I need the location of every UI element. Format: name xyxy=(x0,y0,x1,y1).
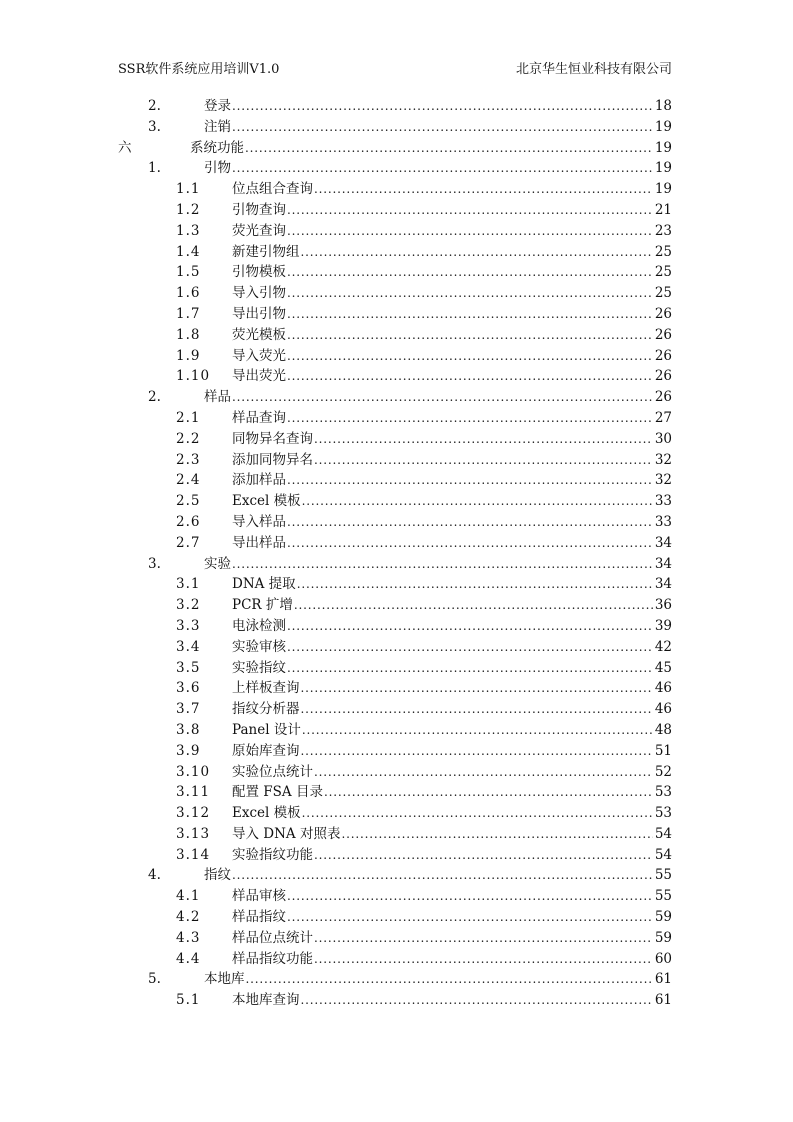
toc-entry-page: 55 xyxy=(654,888,672,905)
toc-entry-line xyxy=(232,928,672,949)
toc-entry-line xyxy=(232,990,672,1011)
toc-entry-page: 26 xyxy=(654,368,672,385)
toc-entry-line xyxy=(232,179,672,200)
toc-entry-page: 46 xyxy=(654,701,672,718)
toc-entry-page: 53 xyxy=(654,805,672,822)
toc-dot-leader xyxy=(314,429,653,450)
toc-entry-page: 42 xyxy=(654,638,672,655)
toc-entry-line xyxy=(232,658,672,679)
toc-entry-line xyxy=(232,325,672,346)
toc-entry[interactable] xyxy=(0,117,793,138)
toc-entry-number: 2.4 xyxy=(176,472,201,489)
toc-entry-title: 导入荧光 xyxy=(232,347,286,364)
toc-entry-number: 3.10 xyxy=(176,763,211,780)
toc-entry-title: 导入引物 xyxy=(232,285,286,302)
toc-entry-line xyxy=(232,616,672,637)
toc-dot-leader xyxy=(287,533,653,554)
toc-dot-leader xyxy=(287,886,653,907)
toc-entry[interactable] xyxy=(0,637,793,658)
toc-entry-title: 上样板查询 xyxy=(232,680,300,697)
toc-entry[interactable] xyxy=(0,782,793,803)
toc-dot-leader xyxy=(287,408,653,429)
toc-entry-number: 3.2 xyxy=(176,597,201,614)
toc-dot-leader xyxy=(314,762,653,783)
toc-entry-line xyxy=(204,158,672,179)
toc-entry-page: 32 xyxy=(654,451,672,468)
toc-entry[interactable] xyxy=(0,158,793,179)
toc-entry-number: 3.9 xyxy=(176,742,201,759)
toc-entry[interactable] xyxy=(0,450,793,471)
toc-entry-title: 位点组合查询 xyxy=(232,181,313,198)
toc-entry-title: 本地库查询 xyxy=(232,992,300,1009)
toc-entry-page: 61 xyxy=(654,992,672,1009)
toc-entry-line xyxy=(232,512,672,533)
toc-entry[interactable] xyxy=(0,242,793,263)
toc-entry-number: 5.1 xyxy=(176,992,201,1009)
toc-entry[interactable] xyxy=(0,949,793,970)
toc-entry-title: DNA 提取 xyxy=(232,576,296,593)
toc-entry-page: 26 xyxy=(654,389,672,406)
toc-entry-page: 39 xyxy=(654,617,672,634)
toc-entry-title: 注销 xyxy=(204,118,231,135)
toc-entry-title: 实验 xyxy=(204,555,231,572)
toc-entry[interactable] xyxy=(0,969,793,990)
toc-entry[interactable] xyxy=(0,491,793,512)
toc-entry-page: 59 xyxy=(654,909,672,926)
toc-entry-title: 样品位点统计 xyxy=(232,929,313,946)
toc-entry-line xyxy=(232,221,672,242)
toc-entry-page: 32 xyxy=(654,472,672,489)
toc-entry-line xyxy=(232,637,672,658)
toc-entry-page: 34 xyxy=(654,534,672,551)
toc-entry-number: 3. xyxy=(148,555,161,572)
toc-entry-page: 53 xyxy=(654,784,672,801)
toc-dot-leader xyxy=(302,803,653,824)
toc-entry-title: 指纹 xyxy=(204,867,231,884)
toc-entry-title: 新建引物组 xyxy=(232,243,300,260)
toc-entry[interactable] xyxy=(0,304,793,325)
toc-entry-page: 18 xyxy=(654,98,672,114)
toc-entry-title: 本地库 xyxy=(204,971,245,988)
toc-entry-page: 60 xyxy=(654,950,672,967)
toc-entry-number: 3.6 xyxy=(176,680,201,697)
toc-dot-leader xyxy=(301,990,653,1011)
toc-entry-line xyxy=(232,533,672,554)
toc-entry-page: 25 xyxy=(654,264,672,281)
toc-entry[interactable] xyxy=(0,554,793,575)
toc-entry-page: 19 xyxy=(654,160,672,177)
toc-entry-number: 1.1 xyxy=(176,181,201,198)
toc-entry[interactable] xyxy=(0,283,793,304)
toc-dot-leader xyxy=(314,928,653,949)
toc-entry-number: 2.5 xyxy=(176,493,201,510)
toc-entry-number: 3.5 xyxy=(176,659,201,676)
toc-entry-line xyxy=(232,803,672,824)
toc-entry-page: 61 xyxy=(654,971,672,988)
toc-entry[interactable] xyxy=(0,512,793,533)
toc-entry-page: 19 xyxy=(654,139,672,156)
toc-entry-title: 实验指纹功能 xyxy=(232,846,313,863)
toc-dot-leader xyxy=(287,366,653,387)
toc-entry[interactable] xyxy=(0,96,793,117)
toc-entry-number: 4.4 xyxy=(176,950,201,967)
toc-entry[interactable] xyxy=(0,533,793,554)
toc-dot-leader xyxy=(245,138,653,159)
toc-entry-number: 1.8 xyxy=(176,326,201,343)
toc-entry-page: 34 xyxy=(654,555,672,572)
toc-dot-leader xyxy=(287,616,653,637)
toc-entry[interactable] xyxy=(0,387,793,408)
toc-entry-number: 1.6 xyxy=(176,285,201,302)
toc-entry-number: 2. xyxy=(148,389,161,406)
toc-dot-leader xyxy=(287,346,653,367)
toc-entry-line xyxy=(232,304,672,325)
toc-dot-leader xyxy=(301,699,653,720)
toc-entry-title: 导入样品 xyxy=(232,513,286,530)
toc-entry[interactable] xyxy=(0,595,793,616)
toc-entry-number: 3.14 xyxy=(176,846,211,863)
toc-entry-line xyxy=(204,554,672,575)
toc-entry[interactable] xyxy=(0,616,793,637)
toc-entry-page: 33 xyxy=(654,493,672,510)
toc-entry-number: 2.7 xyxy=(176,534,201,551)
toc-entry-number: 2. xyxy=(148,98,161,114)
toc-entry-page: 26 xyxy=(654,347,672,364)
toc-entry-line xyxy=(204,387,672,408)
toc-entry-title: 荧光模板 xyxy=(232,326,286,343)
toc-dot-leader xyxy=(287,658,653,679)
toc-entry[interactable] xyxy=(0,699,793,720)
toc-entry-number: 3.4 xyxy=(176,638,201,655)
toc-entry-title: 添加样品 xyxy=(232,472,286,489)
toc-entry-title: 样品指纹 xyxy=(232,909,286,926)
toc-dot-leader xyxy=(324,782,653,803)
toc-entry[interactable] xyxy=(0,865,793,886)
toc-entry[interactable] xyxy=(0,470,793,491)
toc-entry-number: 1.10 xyxy=(176,368,211,385)
toc-entry-number: 4.2 xyxy=(176,909,201,926)
toc-entry-title: 导出样品 xyxy=(232,534,286,551)
toc-entry-line xyxy=(232,346,672,367)
toc-entry[interactable] xyxy=(0,366,793,387)
toc-entry-number: 1.9 xyxy=(176,347,201,364)
toc-entry[interactable] xyxy=(0,574,793,595)
toc-entry-number: 1. xyxy=(148,160,161,177)
toc-dot-leader xyxy=(341,824,652,845)
toc-entry-line xyxy=(232,574,672,595)
toc-entry-number: 3.12 xyxy=(176,805,211,822)
toc-dot-leader xyxy=(301,741,653,762)
toc-entry-line xyxy=(232,782,672,803)
header-doc-title: SSR软件系统应用培训V1.0 xyxy=(118,62,280,77)
toc-entry-line xyxy=(232,450,672,471)
toc-entry[interactable] xyxy=(0,907,793,928)
toc-entry-line xyxy=(232,720,672,741)
toc-entry-number: 1.2 xyxy=(176,201,201,218)
toc-entry-line xyxy=(204,969,672,990)
toc-entry-line xyxy=(232,200,672,221)
toc-dot-leader xyxy=(287,283,653,304)
toc-entry-title: 引物查询 xyxy=(232,201,286,218)
toc-entry[interactable] xyxy=(0,200,793,221)
toc-entry[interactable] xyxy=(0,845,793,866)
toc-entry-title: 系统功能 xyxy=(190,139,244,156)
toc-entry-page: 21 xyxy=(654,201,672,218)
toc-entry[interactable] xyxy=(0,824,793,845)
toc-dot-leader xyxy=(301,242,653,263)
toc-dot-leader xyxy=(287,637,653,658)
table-of-contents xyxy=(0,96,793,1011)
toc-entry-line xyxy=(232,366,672,387)
toc-dot-leader xyxy=(287,325,653,346)
toc-dot-leader xyxy=(297,574,653,595)
toc-entry-number: 六 xyxy=(118,139,132,156)
toc-entry-number: 2.6 xyxy=(176,513,201,530)
toc-entry-title: 添加同物异名 xyxy=(232,451,313,468)
toc-entry-number: 3.3 xyxy=(176,617,201,634)
toc-entry-page: 52 xyxy=(654,763,672,780)
toc-entry-title: 原始库查询 xyxy=(232,742,300,759)
toc-entry-line xyxy=(232,907,672,928)
toc-entry[interactable] xyxy=(0,179,793,200)
toc-entry-number: 3.11 xyxy=(176,784,211,801)
toc-dot-leader xyxy=(314,450,653,471)
toc-entry-number: 4.1 xyxy=(176,888,201,905)
toc-entry-title: 样品 xyxy=(204,389,231,406)
toc-entry-number: 1.7 xyxy=(176,305,201,322)
toc-dot-leader xyxy=(232,158,653,179)
toc-entry-line xyxy=(204,865,672,886)
toc-entry[interactable] xyxy=(0,221,793,242)
toc-dot-leader xyxy=(287,304,653,325)
toc-entry[interactable] xyxy=(0,928,793,949)
toc-entry-title: 电泳检测 xyxy=(232,617,286,634)
toc-dot-leader xyxy=(232,387,653,408)
toc-dot-leader xyxy=(314,179,653,200)
toc-dot-leader xyxy=(232,117,653,138)
toc-entry-page: 54 xyxy=(654,846,672,863)
toc-entry-title: Excel 模板 xyxy=(232,493,301,510)
toc-dot-leader xyxy=(287,200,653,221)
toc-entry-page: 45 xyxy=(654,659,672,676)
toc-entry-line xyxy=(232,262,672,283)
toc-entry-line xyxy=(232,283,672,304)
toc-entry-page: 25 xyxy=(654,243,672,260)
toc-dot-leader xyxy=(232,865,653,886)
toc-entry-title: 样品审核 xyxy=(232,888,286,905)
toc-entry-line xyxy=(232,762,672,783)
toc-entry-page: 46 xyxy=(654,680,672,697)
toc-dot-leader xyxy=(232,554,653,575)
toc-entry-title: 样品查询 xyxy=(232,409,286,426)
toc-entry-page: 48 xyxy=(654,721,672,738)
toc-entry-title: 同物异名查询 xyxy=(232,430,313,447)
toc-dot-leader xyxy=(314,845,653,866)
toc-entry-page: 54 xyxy=(654,825,672,842)
toc-entry-number: 3.8 xyxy=(176,721,201,738)
toc-dot-leader xyxy=(287,470,653,491)
toc-entry-page: 27 xyxy=(654,409,672,426)
toc-entry-number: 4.3 xyxy=(176,929,201,946)
toc-entry-title: 登录 xyxy=(204,98,231,114)
toc-entry-number: 2.2 xyxy=(176,430,201,447)
toc-entry[interactable] xyxy=(0,262,793,283)
toc-entry-title: Excel 模板 xyxy=(232,805,301,822)
toc-entry-page: 19 xyxy=(654,181,672,198)
toc-entry-line xyxy=(232,470,672,491)
toc-entry-line xyxy=(232,824,672,845)
toc-dot-leader xyxy=(301,678,653,699)
toc-entry-title: 配置 FSA 目录 xyxy=(232,784,323,801)
toc-entry[interactable] xyxy=(0,678,793,699)
toc-dot-leader xyxy=(314,949,653,970)
toc-entry-page: 51 xyxy=(654,742,672,759)
toc-entry[interactable] xyxy=(0,762,793,783)
toc-entry-line xyxy=(232,429,672,450)
toc-entry-title: 样品指纹功能 xyxy=(232,950,313,967)
toc-entry-line xyxy=(232,886,672,907)
toc-entry-title: 引物 xyxy=(204,160,231,177)
toc-entry-line xyxy=(204,117,672,138)
toc-entry-line xyxy=(232,408,672,429)
toc-dot-leader xyxy=(287,512,653,533)
toc-entry-line xyxy=(232,595,672,616)
toc-entry-title: Panel 设计 xyxy=(232,721,301,738)
toc-entry-number: 2.3 xyxy=(176,451,201,468)
toc-entry-page: 30 xyxy=(654,430,672,447)
toc-entry[interactable] xyxy=(0,741,793,762)
toc-entry-page: 26 xyxy=(654,305,672,322)
toc-entry[interactable] xyxy=(0,720,793,741)
toc-entry-page: 19 xyxy=(654,118,672,135)
toc-dot-leader xyxy=(302,491,653,512)
toc-entry-number: 1.4 xyxy=(176,243,201,260)
toc-entry-title: 实验审核 xyxy=(232,638,286,655)
toc-entry-number: 1.5 xyxy=(176,264,201,281)
toc-entry-page: 25 xyxy=(654,285,672,302)
toc-entry-line xyxy=(204,96,672,117)
toc-entry-number: 4. xyxy=(148,867,161,884)
toc-dot-leader xyxy=(302,720,653,741)
toc-entry[interactable] xyxy=(0,138,793,159)
header-company: 北京华生恒业科技有限公司 xyxy=(515,62,672,77)
toc-dot-leader xyxy=(287,907,653,928)
toc-entry[interactable] xyxy=(0,658,793,679)
toc-entry-page: 23 xyxy=(654,222,672,239)
toc-entry-title: 导出引物 xyxy=(232,305,286,322)
toc-entry-title: PCR 扩增 xyxy=(232,597,293,614)
toc-entry[interactable] xyxy=(0,429,793,450)
toc-entry-title: 指纹分析器 xyxy=(232,701,300,718)
toc-entry[interactable] xyxy=(0,990,793,1011)
toc-dot-leader xyxy=(294,595,653,616)
toc-entry[interactable] xyxy=(0,803,793,824)
toc-entry-number: 3. xyxy=(148,118,161,135)
toc-entry-line xyxy=(232,678,672,699)
toc-entry-number: 1.3 xyxy=(176,222,201,239)
toc-entry-page: 59 xyxy=(654,929,672,946)
toc-entry-title: 导出荧光 xyxy=(232,368,286,385)
toc-entry-title: 导入 DNA 对照表 xyxy=(232,825,341,842)
toc-entry-title: 引物模板 xyxy=(232,264,286,281)
toc-entry-line xyxy=(232,741,672,762)
toc-dot-leader xyxy=(246,969,653,990)
page-header xyxy=(118,58,672,76)
toc-entry-number: 2.1 xyxy=(176,409,201,426)
toc-dot-leader xyxy=(287,262,653,283)
toc-entry-page: 36 xyxy=(654,597,672,614)
toc-entry-line xyxy=(190,138,672,159)
toc-entry-title: 实验位点统计 xyxy=(232,763,313,780)
toc-entry-line xyxy=(232,491,672,512)
toc-entry-line xyxy=(232,242,672,263)
toc-dot-leader xyxy=(232,96,653,117)
toc-entry-number: 3.1 xyxy=(176,576,201,593)
toc-entry-page: 55 xyxy=(654,867,672,884)
toc-entry-title: 荧光查询 xyxy=(232,222,286,239)
toc-entry-page: 26 xyxy=(654,326,672,343)
toc-entry-page: 34 xyxy=(654,576,672,593)
toc-entry[interactable] xyxy=(0,408,793,429)
toc-entry[interactable] xyxy=(0,346,793,367)
toc-entry-line xyxy=(232,699,672,720)
toc-dot-leader xyxy=(287,221,653,242)
toc-entry-number: 3.7 xyxy=(176,701,201,718)
toc-entry-title: 实验指纹 xyxy=(232,659,286,676)
toc-entry[interactable] xyxy=(0,325,793,346)
toc-entry-number: 5. xyxy=(148,971,161,988)
toc-entry[interactable] xyxy=(0,886,793,907)
toc-entry-number: 3.13 xyxy=(176,825,211,842)
toc-entry-line xyxy=(232,949,672,970)
toc-entry-line xyxy=(232,845,672,866)
toc-entry-page: 33 xyxy=(654,513,672,530)
